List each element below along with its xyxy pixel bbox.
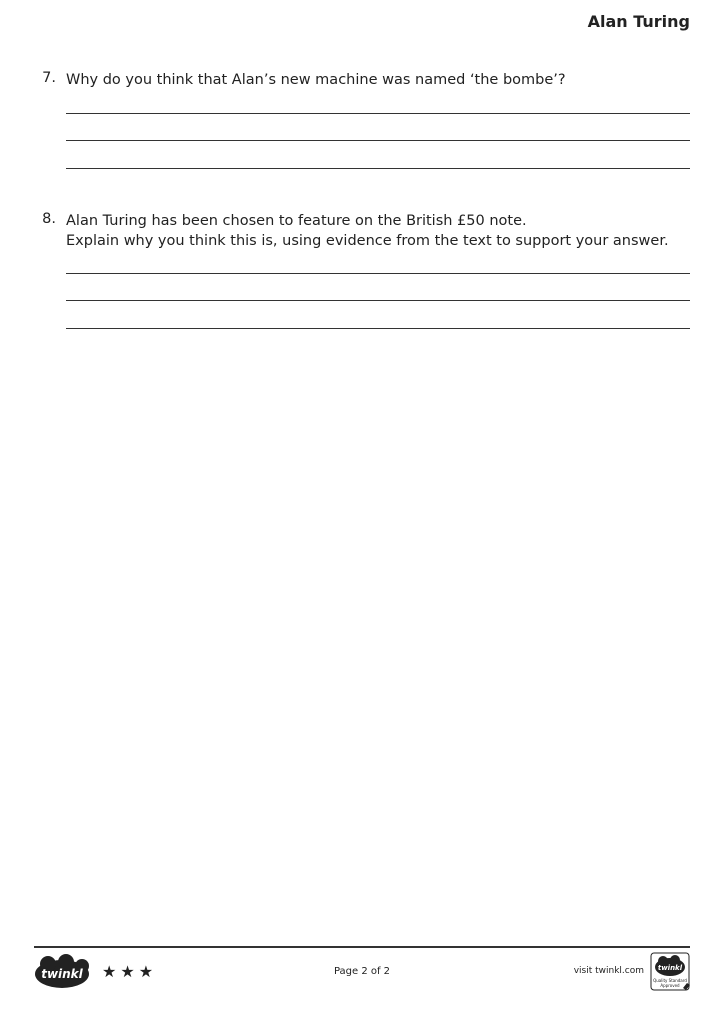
answer-line[interactable] — [66, 140, 690, 141]
website-link[interactable]: visit twinkl.com — [573, 966, 644, 976]
quality-badge-icon — [650, 952, 692, 992]
question-line: Alan Turing has been chosen to feature on the British £50 note. — [66, 213, 527, 229]
badge-brand: twinkl — [657, 964, 683, 972]
badge-caption: Approved — [660, 983, 680, 988]
answer-line[interactable] — [66, 168, 690, 169]
answer-line[interactable] — [66, 113, 690, 114]
question-text — [66, 211, 696, 251]
document-title: Alan Turing — [587, 12, 690, 31]
question-text — [66, 70, 696, 90]
logo-text: twinkl — [41, 967, 83, 981]
footer-divider — [34, 946, 690, 948]
page-number: Page 2 of 2 — [333, 966, 391, 977]
answer-line[interactable] — [66, 300, 690, 301]
question-line: Why do you think that Alan’s new machine was named ‘the bombe’? — [66, 72, 566, 88]
answer-line[interactable] — [66, 273, 690, 274]
question-line: Explain why you think this is, using evidence from the text to support your answer. — [66, 233, 669, 249]
question-number: 7. — [42, 70, 56, 86]
star-icon: ★ — [102, 962, 117, 981]
answer-line[interactable] — [66, 328, 690, 329]
star-icon: ★ — [120, 962, 135, 981]
star-icon: ★ — [138, 962, 154, 981]
badge-caption: Quality Standard — [653, 978, 687, 983]
question-number: 8. — [42, 211, 56, 227]
